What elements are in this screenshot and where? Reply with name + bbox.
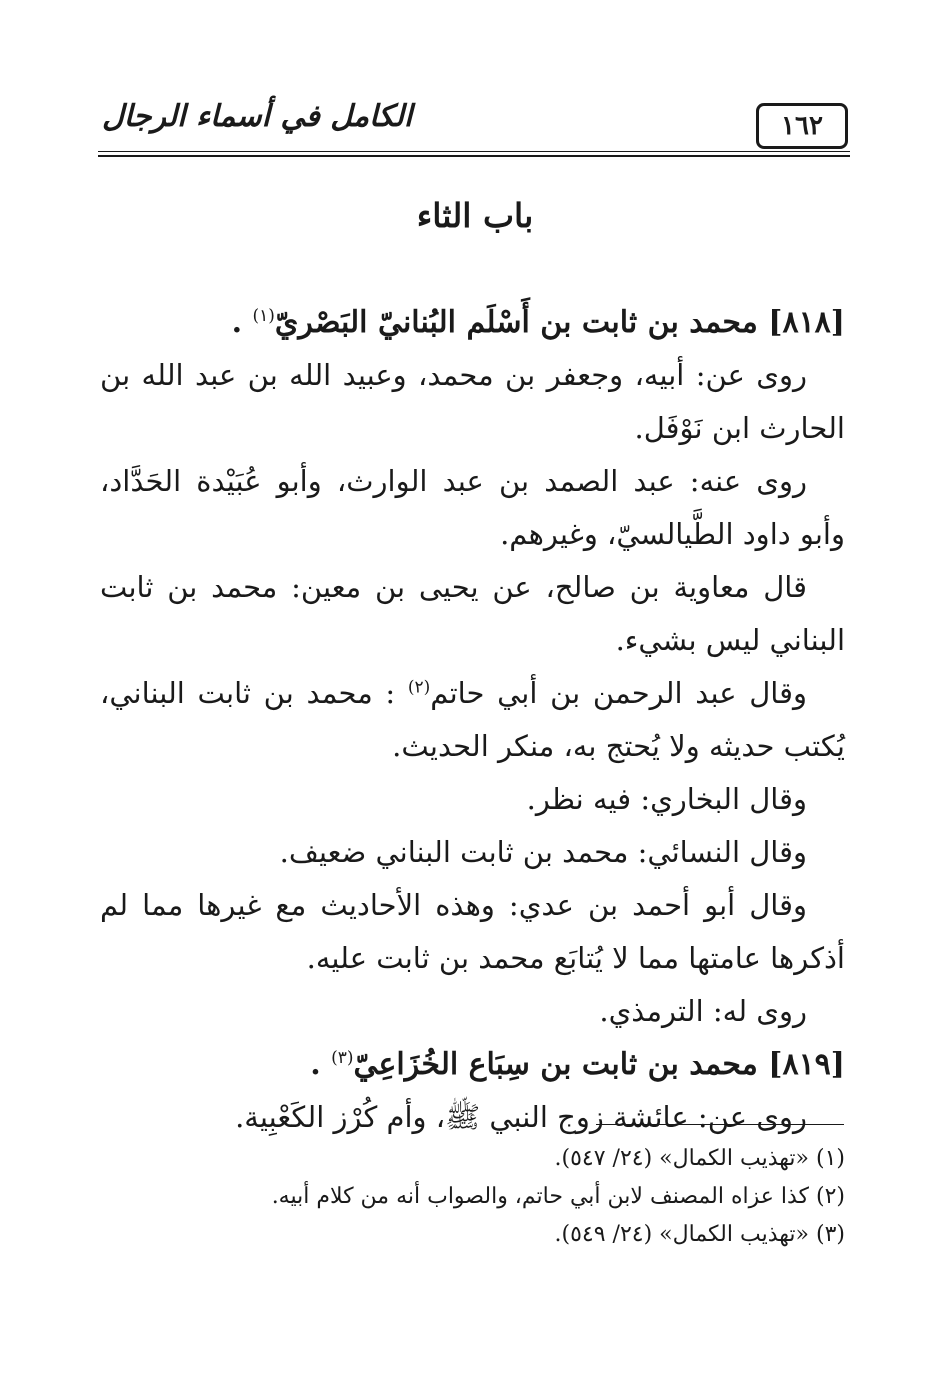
header-rule bbox=[98, 155, 850, 157]
book-title: الكامل في أسماء الرجال bbox=[102, 99, 413, 134]
page-number: ١٦٢ bbox=[756, 103, 848, 149]
main-text bbox=[100, 296, 845, 1144]
chapter-title: باب الثاء bbox=[416, 196, 534, 235]
paragraph: روى عنه: عبد الصمد بن عبد الوارث، وأبو عُبَيْدة الحَدَّاد، وأبو داود الطَّيالسيّ، وغيرهم. bbox=[100, 464, 845, 551]
running-header bbox=[98, 95, 850, 157]
paragraph: قال معاوية بن صالح، عن يحيى بن معين: محمد بن ثابت البناني ليس بشيء. bbox=[100, 570, 845, 657]
paragraph: وقال أبو أحمد بن عدي: وهذه الأحاديث مع غيرها مما لم أذكرها عامتها مما لا يُتابَع محمد بن ثابت عليه. bbox=[100, 888, 845, 975]
paragraph: وقال عبد الرحمن بن أبي حاتم$^{(٢)}$ : محمد بن ثابت البناني، يُكتب حديثه ولا يُحتج به، منكر الحديث. bbox=[100, 676, 845, 763]
paragraph: وقال النسائي: محمد بن ثابت البناني ضعيف. bbox=[279, 835, 807, 869]
footnote-ref: (١) bbox=[252, 306, 275, 326]
footnote-ref: (٢) bbox=[407, 677, 431, 698]
footnote: (٣) «تهذيب الكمال» (٢٤/ ٥٤٩). bbox=[554, 1222, 845, 1247]
paragraph: روى عن: عائشة زوج النبي ﷺ، وأم كُرْز الكَعْبِية. bbox=[235, 1100, 807, 1134]
paragraph: وقال البخاري: فيه نظر. bbox=[526, 782, 807, 816]
entry-heading: [٨١٩] محمد بن ثابت بن سِبَاع الخُزَاعِيّ$^{(٣)}$ . bbox=[310, 1047, 845, 1082]
paragraph: روى عن: أبيه، وجعفر بن محمد، وعبيد الله بن عبد الله بن الحارث ابن نَوْفَل. bbox=[100, 358, 845, 445]
footnote: (١) «تهذيب الكمال» (٢٤/ ٥٤٧). bbox=[554, 1146, 845, 1171]
entry-heading: [٨١٨] محمد بن ثابت بن أَسْلَم البُنانيّ البَصْريّ$^{(١)}$ . bbox=[231, 305, 845, 340]
footnote-separator bbox=[596, 1124, 844, 1125]
footnotes bbox=[100, 1140, 845, 1254]
paragraph: روى له: الترمذي. bbox=[599, 994, 807, 1028]
footnote-ref: (٣) bbox=[331, 1048, 354, 1068]
footnote: (٢) كذا عزاه المصنف لابن أبي حاتم، والصواب أنه من كلام أبيه. bbox=[271, 1184, 845, 1209]
header-rule-thin bbox=[98, 151, 850, 152]
